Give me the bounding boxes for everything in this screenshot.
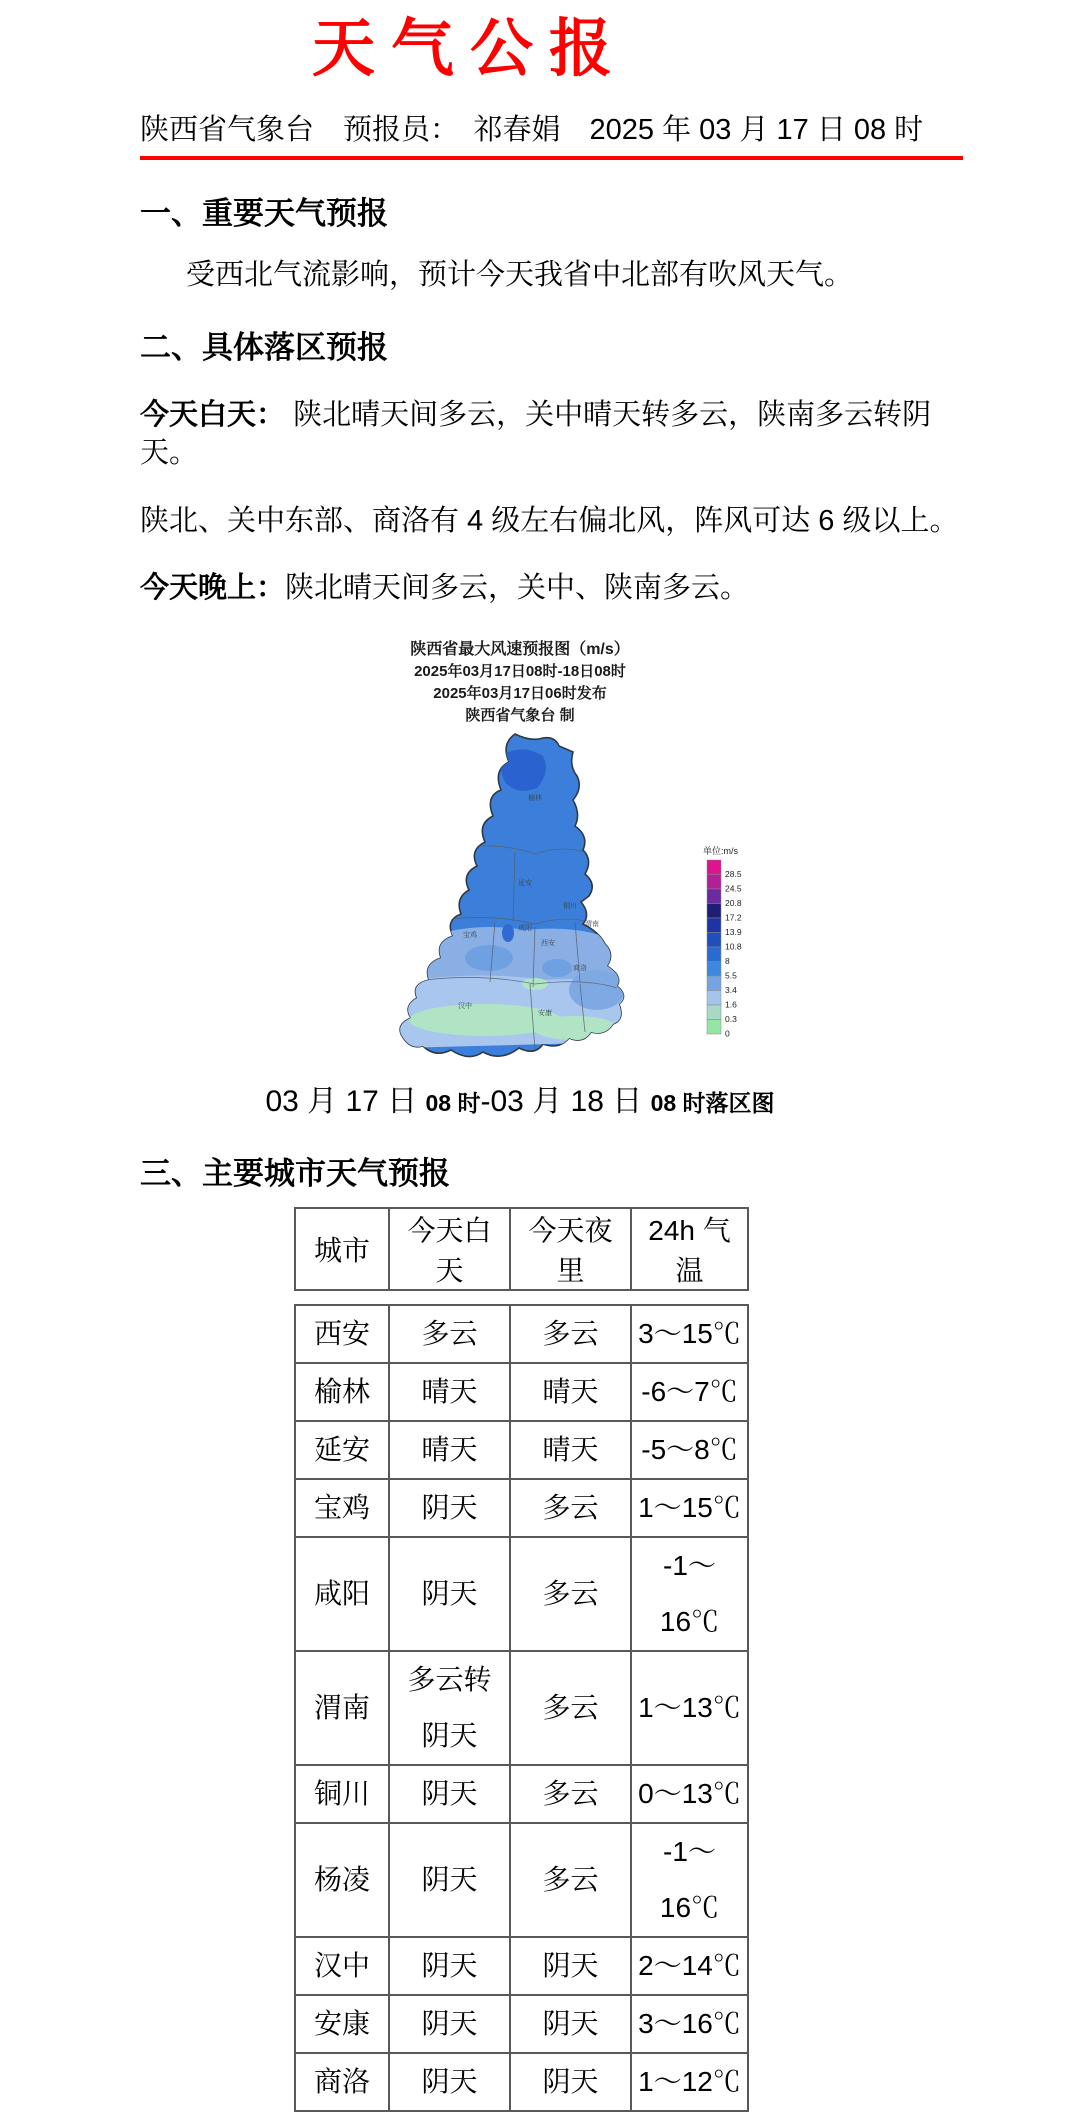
caption-date-start: 03 月 17 日 [265,1085,426,1119]
table-cell: 阴天 [510,1995,631,2053]
table-cell: 3～16℃ [631,1995,748,2053]
table-row [295,1421,748,1479]
table-cell: 安康 [295,1995,389,2053]
map-caption [130,1076,910,1120]
table-cell: 阴天 [510,2053,631,2111]
city-label: 榆林 [528,795,542,803]
city-label: 铜川 [563,903,577,911]
table-row [295,1305,748,1363]
city-table-header-row [295,1208,748,1290]
map-legend [703,845,742,1039]
table-cell: 多云 [510,1651,631,1765]
table-cell: 多云 [510,1537,631,1651]
table-row [295,1363,748,1421]
wind-forecast-line: 陕北、关中东部、商洛有 4 级左右偏北风，阵风可达 6 级以上。 [140,504,959,537]
table-cell: 多云转阴天 [389,1651,510,1765]
table-cell: 阴天 [389,2053,510,2111]
column-header: 24h 气温 [631,1208,748,1290]
table-cell: 多云 [510,1765,631,1823]
legend-swatch [707,947,721,962]
table-row [295,2053,748,2111]
table-cell: 阴天 [389,1823,510,1937]
region-midblue-west [465,945,513,971]
legend-swatch [707,1020,721,1035]
page-title: 天气公报 [312,14,628,84]
shaanxi-wind-map [270,730,770,1070]
table-cell: 阴天 [389,1995,510,2053]
table-cell: 咸阳 [295,1537,389,1651]
section1-heading: 一、重要天气预报 [140,195,388,231]
legend-swatch [707,933,721,948]
night-text: 陕北晴天间多云，关中、陕南多云。 [285,572,750,605]
legend-title: 单位:m/s [703,846,738,857]
table-cell: 晴天 [510,1421,631,1479]
map-title: 陕西省最大风速预报图（m/s） [410,640,630,658]
column-header: 今天白天 [389,1208,510,1290]
legend-swatch [707,962,721,977]
legend-items [707,860,742,1039]
doc-meta-line: 陕西省气象台 预报员： 祁春娟 2025 年 03 月 17 日 08 时 [140,113,963,160]
table-cell: 延安 [295,1421,389,1479]
city-label: 汉中 [458,1003,472,1011]
legend-swatch [707,875,721,890]
table-cell: 3～15℃ [631,1305,748,1363]
section3-heading: 三、主要城市天气预报 [140,1156,450,1192]
legend-tick-label: 28.5 [725,869,742,880]
table-cell: -1～16℃ [631,1823,748,1937]
city-label: 商洛 [573,965,587,973]
legend-swatch [707,889,721,904]
table-cell: 1～13℃ [631,1651,748,1765]
table-cell: 晴天 [389,1363,510,1421]
table-cell: 阴天 [510,1937,631,1995]
table-cell: 多云 [510,1823,631,1937]
city-label: 渭南 [585,921,599,929]
table-cell: 西安 [295,1305,389,1363]
city-label: 咸阳 [518,925,532,933]
table-cell: 汉中 [295,1937,389,1995]
legend-tick-label: 1.6 [725,999,737,1010]
city-weather-table [294,1304,749,2112]
caption-hour-start: 08 时 [425,1090,481,1117]
map-issue-time: 2025年03月17日06时发布 [433,684,607,702]
map-valid-period: 2025年03月17日08时-18日08时 [414,663,626,681]
table-cell: 晴天 [510,1363,631,1421]
table-row [295,1479,748,1537]
legend-tick-label: 24.5 [725,883,742,894]
table-cell: 榆林 [295,1363,389,1421]
legend-tick-label: 3.4 [725,985,737,996]
legend-swatch [707,918,721,933]
daytime-forecast-line [140,397,980,472]
table-cell: 晴天 [389,1421,510,1479]
table-cell: 杨凌 [295,1823,389,1937]
table-cell: 阴天 [389,1479,510,1537]
column-header: 城市 [295,1208,389,1290]
legend-swatch [707,1005,721,1020]
table-row [295,1537,748,1651]
table-row [295,1937,748,1995]
table-cell: 多云 [510,1479,631,1537]
caption-hour-end: 08 时落区图 [650,1090,775,1117]
legend-tick-label: 8 [725,956,730,967]
table-cell: -1～16℃ [631,1537,748,1651]
daytime-text: 陕北晴天间多云，关中晴天转多云，陕南多云转阴天。 [140,399,932,469]
region-midblue-shangluo [569,970,625,1010]
city-label: 西安 [541,940,555,948]
region-green-ankang [533,1016,617,1040]
table-cell: 渭南 [295,1651,389,1765]
legend-tick-label: 0 [725,1028,730,1039]
legend-tick-label: 10.8 [725,941,742,952]
legend-swatch [707,976,721,991]
city-table-body [295,1305,748,2111]
table-cell: -5～8℃ [631,1421,748,1479]
table-cell: 铜川 [295,1765,389,1823]
daytime-label: 今天白天： [140,399,286,432]
caption-date-end: -03 月 18 日 [480,1085,651,1119]
table-row [295,1651,748,1765]
section1-body: 受西北气流影响，预计今天我省中北部有吹风天气。 [186,258,854,291]
table-cell: 阴天 [389,1937,510,1995]
table-cell: 宝鸡 [295,1479,389,1537]
table-row [295,1995,748,2053]
city-label: 延安 [518,880,532,888]
city-label: 宝鸡 [463,932,477,940]
table-row [295,1823,748,1937]
night-forecast-line [140,570,980,608]
table-row [295,1765,748,1823]
table-cell: 多云 [510,1305,631,1363]
region-darkdot-center [502,924,514,942]
legend-swatch [707,860,721,875]
city-weather-table-header [294,1207,749,1291]
legend-tick-label: 0.3 [725,1014,737,1025]
table-cell: 2～14℃ [631,1937,748,1995]
legend-tick-label: 20.8 [725,898,742,909]
night-label: 今天晚上： [140,572,286,605]
doc-meta-wrap [0,89,1080,160]
section2-heading: 二、具体落区预报 [140,330,388,366]
city-label: 安康 [538,1010,552,1018]
legend-tick-label: 5.5 [725,970,737,981]
column-header: 今天夜里 [510,1208,631,1290]
legend-tick-label: 17.2 [725,912,742,923]
map-producer: 陕西省气象台 制 [465,706,575,724]
table-cell: 阴天 [389,1765,510,1823]
legend-swatch [707,904,721,919]
wind-map-figure [130,638,910,1120]
table-cell: 0～13℃ [631,1765,748,1823]
legend-swatch [707,991,721,1006]
region-midblue-east [542,959,572,977]
legend-tick-label: 13.9 [725,927,742,938]
table-cell: 商洛 [295,2053,389,2111]
table-cell: -6～7℃ [631,1363,748,1421]
table-cell: 阴天 [389,1537,510,1651]
table-cell: 1～12℃ [631,2053,748,2111]
table-cell: 多云 [389,1305,510,1363]
table-cell: 1～15℃ [631,1479,748,1537]
